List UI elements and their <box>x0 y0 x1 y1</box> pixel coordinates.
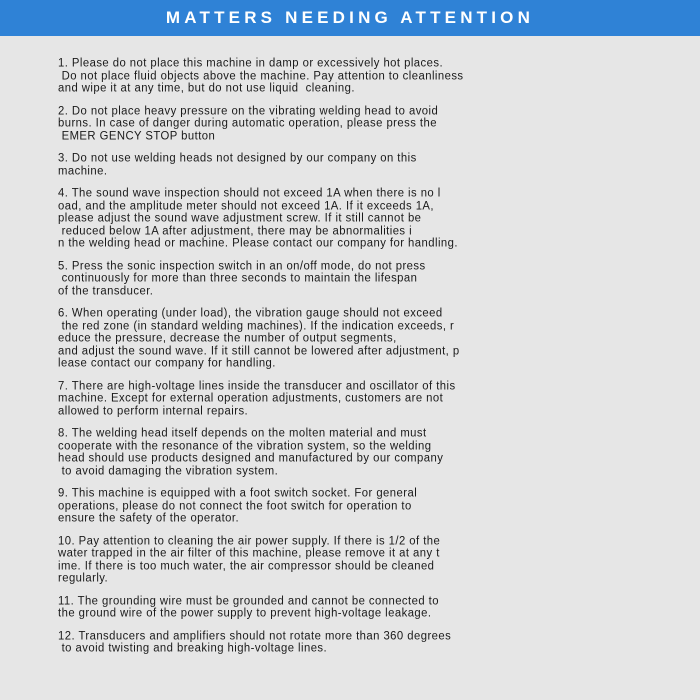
note-line: 12. Transducers and amplifiers should not rotate more than 360 degrees <box>58 629 452 643</box>
note-line: and adjust the sound wave. If it still cannot be lowered after adjustment, p <box>58 344 460 358</box>
note-line: Do not place fluid objects above the machine. Pay attention to cleanliness <box>58 69 464 83</box>
note-line: machine. Except for external operation adjustments, customers are not <box>58 392 444 405</box>
note-line: EMER GENCY STOP button <box>58 129 216 143</box>
note-line: lease contact our company for handling. <box>58 357 276 370</box>
note-line: operations, please do not connect the foot switch for operation to <box>58 499 412 513</box>
note-line: reduced below 1A after adjustment, there may be abnormalities i <box>58 224 413 238</box>
note-item <box>58 307 698 370</box>
note-line: the red zone (in standard welding machines). If the indication exceeds, r <box>58 319 455 333</box>
note-line: head should use products designed and manufactured by our company <box>58 452 444 465</box>
note-item <box>58 535 698 585</box>
note-item <box>58 105 698 143</box>
note-line: ensure the safety of the operator. <box>58 512 240 525</box>
note-line: educe the pressure, decrease the number of output segments, <box>58 332 397 345</box>
note-line: ime. If there is too much water, the air compressor should be cleaned <box>58 559 435 573</box>
note-line: 7. There are high-voltage lines inside the transducer and oscillator of this <box>58 379 456 393</box>
note-item <box>58 187 698 250</box>
note-line: 5. Press the sonic inspection switch in an on/off mode, do not press <box>58 259 426 273</box>
note-line: 9. This machine is equipped with a foot switch socket. For general <box>58 487 418 500</box>
note-line: oad, and the amplitude meter should not exceed 1A. If it exceeds 1A, <box>58 199 434 213</box>
note-line: 6. When operating (under load), the vibration gauge should not exceed <box>58 307 443 320</box>
note-line: the ground wire of the power supply to prevent high-voltage leakage. <box>58 607 432 620</box>
note-item <box>58 630 698 655</box>
note-item <box>58 260 698 298</box>
note-line: 3. Do not use welding heads not designed by our company on this <box>58 152 417 165</box>
note-line: allowed to perform internal repairs. <box>58 404 249 418</box>
note-line: n the welding head or machine. Please contact our company for handling. <box>58 237 458 250</box>
note-line: water trapped in the air filter of this machine, please remove it at any t <box>58 547 440 560</box>
note-line: 1. Please do not place this machine in damp or excessively hot places. <box>58 57 444 70</box>
note-line: of the transducer. <box>58 284 154 298</box>
note-line: 4. The sound wave inspection should not exceed 1A when there is no l <box>58 187 441 200</box>
note-line: machine. <box>58 164 108 178</box>
note-line: to avoid twisting and breaking high-voltage lines. <box>58 642 328 655</box>
note-line: 2. Do not place heavy pressure on the vibrating welding head to avoid <box>58 104 439 118</box>
note-line: to avoid damaging the vibration system. <box>58 464 279 478</box>
note-line: 11. The grounding wire must be grounded and cannot be connected to <box>58 594 439 608</box>
note-line: 8. The welding head itself depends on the molten material and must <box>58 427 427 440</box>
note-line: please adjust the sound wave adjustment screw. If it still cannot be <box>58 212 422 225</box>
note-line: continuously for more than three seconds to maintain the lifespan <box>58 272 418 285</box>
header-banner <box>0 0 700 36</box>
note-line: burns. In case of danger during automatic operation, please press the <box>58 117 437 130</box>
note-item <box>58 595 698 620</box>
note-line: and wipe it at any time, but do not use liquid cleaning. <box>58 82 355 95</box>
note-line: cooperate with the resonance of the vibration system, so the welding <box>58 439 432 453</box>
note-item <box>58 427 698 477</box>
page-title: MATTERS NEEDING ATTENTION <box>165 8 535 27</box>
note-line: 10. Pay attention to cleaning the air power supply. If there is 1/2 of the <box>58 534 441 548</box>
note-item <box>58 380 698 418</box>
note-line: regularly. <box>58 572 109 585</box>
note-item <box>58 487 698 525</box>
note-item <box>58 57 698 95</box>
note-item <box>58 152 698 177</box>
notes-list <box>58 57 698 665</box>
